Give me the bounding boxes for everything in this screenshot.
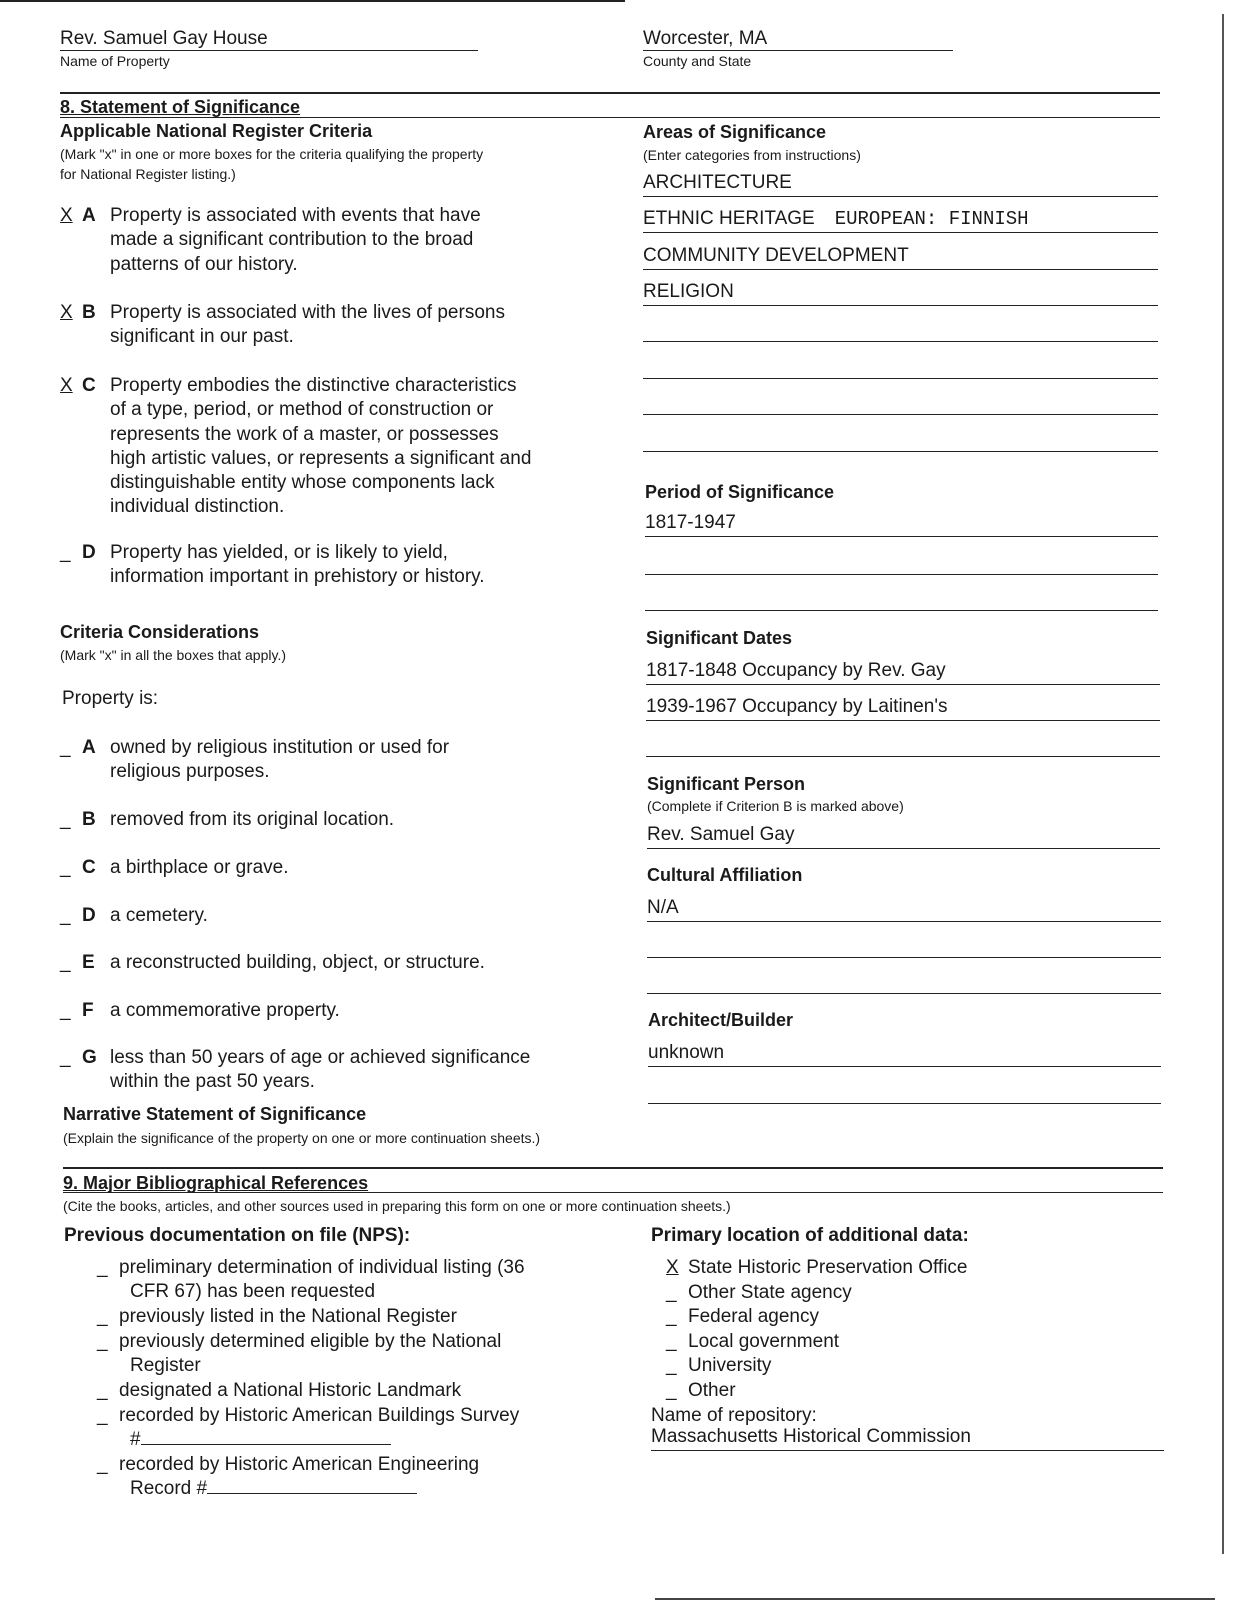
period-value: 1817-1947 xyxy=(645,512,736,533)
architect-blank-line xyxy=(648,1103,1161,1104)
repository-field xyxy=(651,1424,1164,1451)
consideration-d xyxy=(60,904,580,929)
date-1: 1817-1848 Occupancy by Rev. Gay xyxy=(646,660,946,681)
criterion-a-letter: A xyxy=(82,205,96,226)
property-name-underline xyxy=(60,50,478,51)
consideration-d-mark: _ xyxy=(60,905,71,926)
area-blank-line xyxy=(643,378,1158,379)
previous-heading: Previous documentation on file (NPS): xyxy=(64,1225,411,1246)
consideration-g-text: less than 50 years of age or achieved significance within the past 50 years. xyxy=(110,1047,531,1093)
consideration-c xyxy=(60,856,580,881)
dates-heading: Significant Dates xyxy=(646,628,793,648)
area-blank-line xyxy=(643,451,1158,452)
county-state-underline xyxy=(643,50,953,51)
narrative-instruction: (Explain the significance of the property on one or more continuation sheets.) xyxy=(63,1130,541,1146)
consideration-c-mark: _ xyxy=(60,857,71,878)
consideration-d-text: a cemetery. xyxy=(110,905,208,926)
consideration-e-letter: E xyxy=(82,952,95,973)
person-value: Rev. Samuel Gay xyxy=(647,824,795,845)
consideration-a-text: owned by religious institution or used for religious purposes. xyxy=(110,737,450,783)
period-blank-line xyxy=(645,574,1158,575)
cultural-blank-line xyxy=(647,957,1161,958)
consideration-f-mark: _ xyxy=(60,1000,71,1021)
section8-top-rule xyxy=(60,92,1160,94)
architect-field xyxy=(648,1038,1161,1067)
repository-label: Name of repository: xyxy=(651,1405,817,1426)
haer-record-blank xyxy=(207,1493,417,1494)
person-instruction: (Complete if Criterion B is marked above) xyxy=(647,798,904,814)
period-blank-line xyxy=(645,610,1158,611)
area-blank-line xyxy=(643,414,1158,415)
section9-top-rule xyxy=(63,1167,1163,1169)
criterion-c-mark: X xyxy=(60,375,73,396)
repository-value: Massachusetts Historical Commission xyxy=(651,1426,971,1447)
consideration-c-letter: C xyxy=(82,857,96,878)
right-edge-rule xyxy=(1222,14,1224,1554)
period-heading: Period of Significance xyxy=(645,482,835,502)
consideration-e-text: a reconstructed building, object, or structure. xyxy=(110,952,485,973)
consideration-f xyxy=(60,999,580,1024)
county-state: Worcester, MA xyxy=(643,28,768,49)
criterion-b-letter: B xyxy=(82,302,96,323)
considerations-heading: Criteria Considerations xyxy=(60,622,260,642)
date-2-field xyxy=(646,692,1160,721)
criteria-instruction-2: for National Register listing.) xyxy=(60,166,236,182)
criterion-b-text: Property is associated with the lives of persons significant in our past. xyxy=(110,302,505,348)
date-1-field xyxy=(646,656,1160,685)
consideration-b-mark: _ xyxy=(60,809,71,830)
cultural-value: N/A xyxy=(647,897,679,918)
top-edge-rule xyxy=(0,0,625,2)
area-religion: RELIGION xyxy=(643,277,1158,306)
property-is-label: Property is: xyxy=(62,688,159,709)
cultural-blank-line xyxy=(647,993,1161,994)
consideration-b-text: removed from its original location. xyxy=(110,809,395,830)
dates-blank-line xyxy=(646,756,1160,757)
area-ethnic-heritage: ETHNIC HERITAGE EUROPEAN: FINNISH xyxy=(643,204,1158,233)
primary-heading: Primary location of additional data: xyxy=(651,1225,969,1246)
areas-heading: Areas of Significance xyxy=(643,122,827,142)
consideration-f-letter: F xyxy=(82,1000,94,1021)
ethnic-heritage-detail: EUROPEAN: FINNISH xyxy=(834,208,1029,230)
consideration-b-letter: B xyxy=(82,809,96,830)
section9-title: 9. Major Bibliographical References xyxy=(63,1173,369,1193)
area-blank-line xyxy=(643,341,1158,342)
section9-instruction: (Cite the books, articles, and other sources used in preparing this form on one or more continuation sheets.) xyxy=(63,1198,731,1214)
consideration-c-text: a birthplace or grave. xyxy=(110,857,289,878)
criterion-b xyxy=(60,301,580,351)
criterion-c-letter: C xyxy=(82,375,96,396)
criterion-b-mark: X xyxy=(60,302,73,323)
criterion-c xyxy=(60,374,580,524)
considerations-instruction: (Mark "x" in all the boxes that apply.) xyxy=(60,647,286,663)
criteria-heading: Applicable National Register Criteria xyxy=(60,121,373,141)
consideration-e xyxy=(60,951,580,976)
area-architecture: ARCHITECTURE xyxy=(643,168,1158,197)
property-name-caption: Name of Property xyxy=(60,53,170,69)
consideration-a-mark: _ xyxy=(60,737,71,758)
consideration-e-mark: _ xyxy=(60,952,71,973)
narrative-heading: Narrative Statement of Significance xyxy=(63,1104,367,1124)
habs-number-blank xyxy=(141,1444,391,1445)
consideration-a-letter: A xyxy=(82,737,96,758)
criterion-d-text: Property has yielded, or is likely to yield, information important in prehistory or history. xyxy=(110,542,485,588)
period-value-field xyxy=(645,508,1158,537)
criteria-instruction-1: (Mark "x" in one or more boxes for the criteria qualifying the property xyxy=(60,146,484,162)
architect-value: unknown xyxy=(648,1042,725,1063)
consideration-g-letter: G xyxy=(82,1047,97,1068)
consideration-d-letter: D xyxy=(82,905,96,926)
criterion-d xyxy=(60,541,580,591)
criterion-a-text: Property is associated with events that have made a significant contribution to the broad patterns of our history. xyxy=(110,205,481,275)
consideration-a xyxy=(60,736,580,786)
criterion-c-text: Property embodies the distinctive characteristics of a type, period, or method of construction or represents the work of a master, or possesses high artistic values, or represents a significant and distinguishable entity whose components lack individual distinction. xyxy=(110,375,532,518)
section8-title-rule xyxy=(60,117,1160,118)
property-name: Rev. Samuel Gay House xyxy=(60,28,268,49)
county-state-caption: County and State xyxy=(643,53,752,69)
date-2: 1939-1967 Occupancy by Laitinen's xyxy=(646,696,948,717)
area-community-development: COMMUNITY DEVELOPMENT xyxy=(643,241,1158,270)
section8-title: 8. Statement of Significance xyxy=(60,97,301,117)
person-field xyxy=(647,820,1160,849)
cultural-field xyxy=(647,893,1161,922)
consideration-g xyxy=(60,1046,580,1096)
person-heading: Significant Person xyxy=(647,774,806,794)
consideration-f-text: a commemorative property. xyxy=(110,1000,340,1021)
section9-title-rule xyxy=(63,1192,1163,1193)
criterion-d-letter: D xyxy=(82,542,96,563)
areas-instruction: (Enter categories from instructions) xyxy=(643,147,861,163)
criterion-a xyxy=(60,204,580,279)
criterion-a-mark: X xyxy=(60,205,73,226)
architect-heading: Architect/Builder xyxy=(648,1010,794,1030)
cultural-heading: Cultural Affiliation xyxy=(647,865,803,885)
consideration-g-mark: _ xyxy=(60,1047,71,1068)
consideration-b xyxy=(60,808,580,833)
criterion-d-mark: _ xyxy=(60,542,71,563)
